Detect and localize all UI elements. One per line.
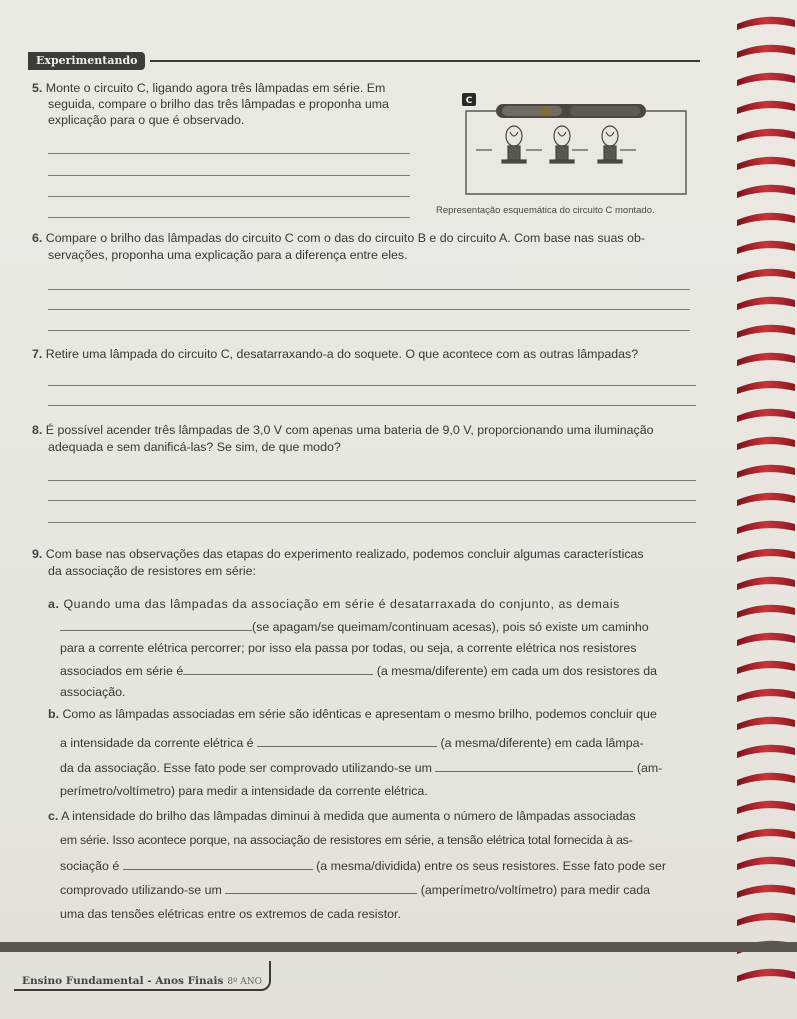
spiral-ring [737, 885, 795, 898]
q9b-letter: b. [48, 707, 60, 721]
answer-line [48, 309, 690, 310]
spiral-ring [737, 241, 795, 254]
q9-line-1 [32, 545, 644, 563]
fill-in-blank[interactable] [183, 661, 373, 675]
spiral-ring [737, 969, 795, 982]
answer-line [48, 500, 696, 501]
spiral-ring [737, 857, 795, 870]
spiral-ring [737, 773, 795, 786]
q9c-text-3b: (a mesma/dividida) entre os seus resistores. Esse fato pode ser [316, 859, 667, 873]
spiral-ring [737, 493, 795, 506]
header-rule [150, 60, 700, 62]
q8-number: 8. [32, 423, 43, 437]
q9c-line-1 [48, 807, 636, 825]
q9a-letter: a. [48, 597, 60, 611]
q7-line-1 [32, 345, 638, 363]
q9b-line-4: perímetro/voltímetro) para medir a intensidade da corrente elétrica. [60, 784, 428, 798]
q9c-text-4b: (amperímetro/voltímetro) para medir cada [420, 883, 651, 897]
lamp [598, 126, 622, 163]
q5-line-3: explicação para o que é observado. [48, 113, 245, 127]
answer-line [48, 289, 690, 290]
fill-in-blank[interactable] [123, 856, 313, 870]
spiral-ring [737, 157, 795, 170]
lamp [502, 126, 526, 163]
circuit-wire [466, 111, 686, 194]
section-label: Experimentando [28, 52, 145, 70]
spiral-ring [737, 297, 795, 310]
q7-number: 7. [32, 347, 43, 361]
lamp [550, 126, 574, 163]
q9-text-1: Com base nas observações das etapas do experimento realizado, podemos concluir algumas características [45, 547, 644, 561]
figure-caption: Representação esquemática do circuito C montado. [436, 205, 655, 216]
q9c-text-4a: comprovado utilizando-se um [60, 883, 222, 897]
footer-label [22, 975, 262, 987]
q9a-line-4 [60, 661, 657, 680]
spiral-ring [737, 549, 795, 562]
q9c-line-3 [60, 856, 666, 875]
q8-line-2: adequada e sem danificá-las? Se sim, de que modo? [48, 440, 341, 454]
q9-line-2: da associação de resistores em série: [48, 564, 256, 578]
answer-line [48, 175, 410, 176]
spiral-binding [725, 0, 797, 1019]
q9-number: 9. [32, 547, 43, 561]
q9b-text-2a: a intensidade da corrente elétrica é [60, 736, 254, 750]
q6-text-1: Compare o brilho das lâmpadas do circuito C com o das do circuito B e do circuito A. Com base nas suas ob- [45, 231, 645, 245]
spiral-ring [737, 409, 795, 422]
q9b-text-3a: da da associação. Esse fato pode ser comprovado utilizando-se um [60, 761, 432, 775]
fill-in-blank[interactable] [257, 733, 437, 747]
q9c-line-4 [60, 880, 650, 899]
q9b-text-3b: (am- [636, 761, 663, 775]
spiral-ring [737, 185, 795, 198]
answer-line [48, 522, 696, 523]
answer-line [48, 330, 690, 331]
fill-in-blank[interactable] [60, 617, 252, 631]
q5-line-2: seguida, compare o brilho das três lâmpadas e proponha uma [48, 97, 389, 111]
q9c-text-3a: sociação é [60, 859, 120, 873]
q9a-text-4b: (a mesma/diferente) em cada um dos resistores da [376, 664, 658, 678]
q9a-text-1: Quando uma das lâmpadas da associação em série é desatarraxada do conjunto, as demais [63, 597, 620, 611]
q9b-text-2b: (a mesma/diferente) em cada lâmpa- [440, 736, 644, 750]
q5-text-1: Monte o circuito C, ligando agora três lâmpadas em série. Em [45, 81, 386, 95]
spiral-ring [737, 437, 795, 450]
q8-line-1 [32, 421, 654, 439]
spiral-ring [737, 605, 795, 618]
q9a-line-3: para a corrente elétrica percorrer; por isso ela passa por todas, ou seja, a corrente elétrica nos resistores [60, 641, 637, 655]
spiral-ring [737, 17, 795, 30]
fill-in-blank[interactable] [435, 758, 633, 772]
q8-text-1: É possível acender três lâmpadas de 3,0 V com apenas uma bateria de 9,0 V, proporcionando uma iluminação [45, 423, 654, 437]
q9b-line-2 [60, 733, 644, 752]
spiral-ring [737, 269, 795, 282]
spiral-ring [737, 801, 795, 814]
answer-line [48, 385, 696, 386]
q9a-line-2 [60, 617, 649, 636]
footer-band [0, 942, 797, 952]
answer-line [48, 480, 696, 481]
q6-line-1 [32, 229, 645, 247]
spiral-ring [737, 45, 795, 58]
footer-grade: 8º ANO [227, 977, 262, 987]
q7-text-1: Retire uma lâmpada do circuito C, desatarraxando-a do soquete. O que acontece com as outras lâmpadas? [45, 347, 639, 361]
q9a-text-4a: associados em série é [60, 664, 184, 678]
answer-line [48, 153, 410, 154]
spiral-ring [737, 661, 795, 674]
footer-series: Ensino Fundamental - Anos Finais [22, 975, 224, 987]
spiral-ring [737, 465, 795, 478]
answer-line [48, 196, 410, 197]
spiral-ring [737, 353, 795, 366]
spiral-ring [737, 101, 795, 114]
spiral-ring [737, 633, 795, 646]
spiral-ring [737, 325, 795, 338]
q9a-line-1 [48, 595, 620, 613]
answer-line [48, 217, 410, 218]
spiral-ring [737, 381, 795, 394]
q5-number: 5. [32, 81, 43, 95]
q9c-line-5: uma das tensões elétricas entre os extremos de cada resistor. [60, 907, 401, 921]
spiral-ring [737, 829, 795, 842]
spiral-ring [737, 717, 795, 730]
q9b-line-3 [60, 758, 662, 777]
spiral-ring [737, 521, 795, 534]
q9b-text-1: Como as lâmpadas associadas em série são idênticas e apresentam o mesmo brilho, podemos concluir que [62, 707, 657, 721]
q9c-text-1: A intensidade do brilho das lâmpadas diminui à medida que aumenta o número de lâmpadas associadas [61, 809, 636, 823]
spiral-ring [737, 73, 795, 86]
spiral-ring [737, 213, 795, 226]
spiral-ring [737, 689, 795, 702]
spiral-ring [737, 129, 795, 142]
q9a-line-5: associação. [60, 685, 126, 699]
circuit-c-diagram [454, 90, 694, 202]
spiral-ring [737, 577, 795, 590]
q6-line-2: servações, proponha uma explicação para a diferença entre eles. [48, 248, 408, 262]
q9c-letter: c. [48, 809, 59, 823]
q9b-line-1 [48, 705, 657, 723]
answer-line [48, 405, 696, 406]
q6-number: 6. [32, 231, 43, 245]
q9a-text-2: (se apagam/se queimam/continuam acesas), pois só existe um caminho [252, 620, 649, 634]
spiral-ring [737, 913, 795, 926]
spiral-ring [737, 745, 795, 758]
q9c-line-2: em série. Isso acontece porque, na associação de resistores em série, a tensão elétrica total fornecida à as- [60, 833, 633, 847]
fill-in-blank[interactable] [225, 880, 417, 894]
figure-tag: C [465, 96, 473, 106]
